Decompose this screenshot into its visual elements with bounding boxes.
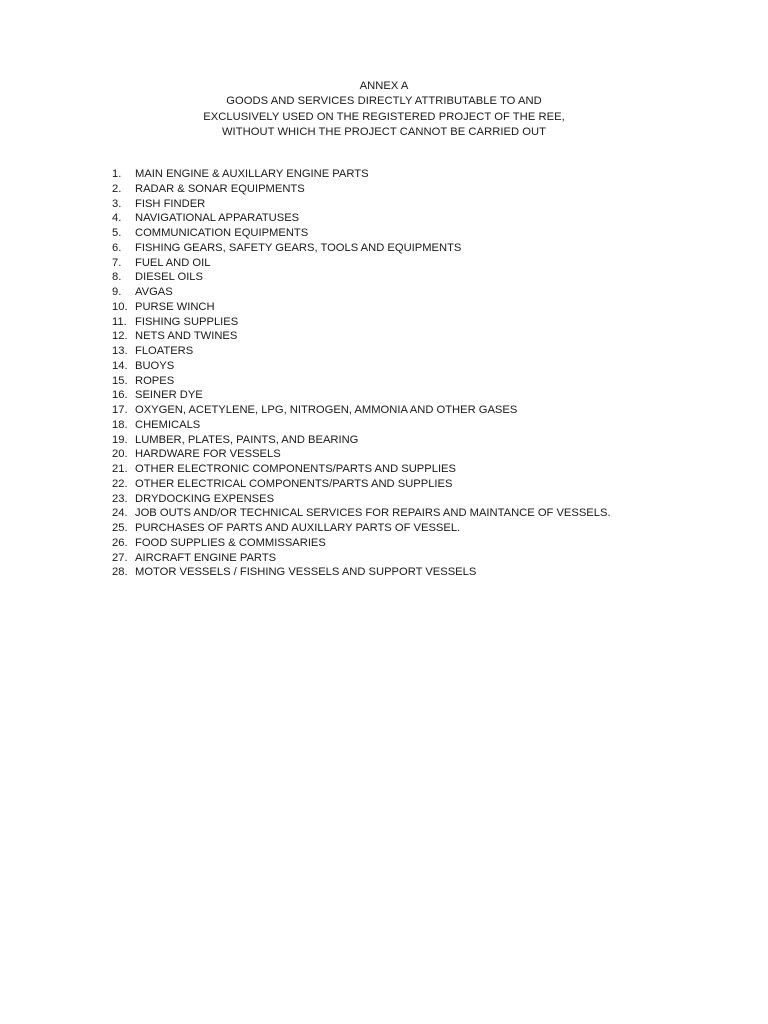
list-item-text: FISH FINDER bbox=[135, 197, 206, 210]
goods-services-list bbox=[112, 167, 611, 580]
list-item-number: 2. bbox=[112, 182, 122, 195]
list-item-text: AIRCRAFT ENGINE PARTS bbox=[135, 551, 277, 564]
list-item bbox=[112, 344, 611, 359]
annex-header bbox=[0, 79, 768, 140]
list-item-number: 14. bbox=[112, 359, 128, 372]
list-item-number: 10. bbox=[112, 300, 128, 313]
list-item-text: OXYGEN, ACETYLENE, LPG, NITROGEN, AMMONIA AND OTHER GASES bbox=[135, 404, 518, 416]
annex-subtitle-line-1: GOODS AND SERVICES DIRECTLY ATTRIBUTABLE TO AND bbox=[226, 95, 542, 108]
list-item-number: 11. bbox=[112, 315, 127, 328]
list-item bbox=[112, 300, 611, 315]
list-item bbox=[112, 315, 611, 330]
annex-subtitle-line-2: EXCLUSIVELY USED ON THE REGISTERED PROJECT OF THE REE, bbox=[203, 110, 565, 123]
list-item-number: 27. bbox=[112, 551, 128, 564]
list-item bbox=[112, 433, 611, 448]
list-item-text: FISHING GEARS, SAFETY GEARS, TOOLS AND EQUIPMENTS bbox=[135, 241, 462, 254]
list-item bbox=[112, 359, 611, 374]
list-item-number: 5. bbox=[112, 227, 122, 239]
list-item-text: COMMUNICATION EQUIPMENTS bbox=[135, 227, 309, 239]
list-item-text: SEINER DYE bbox=[135, 389, 203, 402]
list-item bbox=[112, 241, 611, 256]
list-item-text: OTHER ELECTRONIC COMPONENTS/PARTS AND SUPPLIES bbox=[135, 463, 456, 475]
list-item-number: 3. bbox=[112, 197, 122, 210]
list-item-number: 20. bbox=[112, 448, 128, 461]
list-item bbox=[112, 270, 611, 285]
list-item-number: 16. bbox=[112, 389, 128, 402]
list-item bbox=[112, 197, 611, 212]
list-item-text: FOOD SUPPLIES & COMMISSARIES bbox=[135, 536, 326, 549]
list-item-text: MAIN ENGINE & AUXILLARY ENGINE PARTS bbox=[135, 168, 369, 180]
list-item bbox=[112, 226, 611, 241]
list-item bbox=[112, 418, 611, 433]
list-item bbox=[112, 477, 611, 492]
list-item-number: 8. bbox=[112, 271, 122, 284]
list-item-number: 6. bbox=[112, 241, 122, 254]
list-item bbox=[112, 285, 611, 300]
list-item-text: OTHER ELECTRICAL COMPONENTS/PARTS AND SUPPLIES bbox=[135, 477, 453, 490]
list-item bbox=[112, 565, 611, 580]
list-item-number: 4. bbox=[112, 212, 122, 225]
list-item bbox=[112, 256, 611, 271]
list-item bbox=[112, 462, 611, 477]
list-item-text: FLOATERS bbox=[135, 345, 194, 357]
list-item-text: BUOYS bbox=[135, 359, 175, 372]
list-item-number: 9. bbox=[112, 286, 122, 298]
list-item-number: 13. bbox=[112, 345, 128, 357]
list-item bbox=[112, 182, 611, 197]
list-item-number: 7. bbox=[112, 256, 122, 269]
list-item bbox=[112, 374, 611, 389]
list-item-number: 26. bbox=[112, 536, 128, 549]
list-item-text: LUMBER, PLATES, PAINTS, AND BEARING bbox=[135, 433, 359, 446]
list-item-text: RADAR & SONAR EQUIPMENTS bbox=[135, 182, 305, 195]
list-item-text: DRYDOCKING EXPENSES bbox=[135, 492, 275, 505]
list-item-number: 22. bbox=[112, 477, 128, 490]
list-item bbox=[112, 551, 611, 566]
annex-title: ANNEX A bbox=[359, 80, 409, 92]
list-item bbox=[112, 447, 611, 462]
list-item-number: 18. bbox=[112, 418, 128, 431]
list-item-text: FISHING SUPPLIES bbox=[135, 315, 239, 328]
list-item-number: 24. bbox=[112, 507, 128, 520]
list-item-number: 19. bbox=[112, 433, 128, 446]
list-item-number: 15. bbox=[112, 374, 128, 387]
list-item bbox=[112, 403, 611, 418]
list-item-text: FUEL AND OIL bbox=[135, 256, 211, 269]
list-item-number: 25. bbox=[112, 522, 128, 534]
list-item bbox=[112, 521, 611, 536]
list-item-text: PURSE WINCH bbox=[135, 300, 215, 313]
list-item-text: DIESEL OILS bbox=[135, 271, 203, 284]
list-item-number: 23. bbox=[112, 492, 128, 505]
list-item-number: 12. bbox=[112, 330, 128, 343]
list-item-number: 28. bbox=[112, 566, 128, 579]
list-item-text: MOTOR VESSELS / FISHING VESSELS AND SUPPORT VESSELS bbox=[135, 566, 477, 579]
list-item-text: ROPES bbox=[135, 374, 175, 387]
list-item bbox=[112, 536, 611, 551]
list-item-text: NETS AND TWINES bbox=[135, 330, 238, 343]
list-item-text: PURCHASES OF PARTS AND AUXILLARY PARTS OF VESSEL. bbox=[135, 522, 461, 534]
list-item bbox=[112, 167, 611, 182]
list-item-number: 1. bbox=[112, 168, 122, 180]
list-item bbox=[112, 506, 611, 521]
list-item-text: AVGAS bbox=[135, 286, 173, 298]
list-item-number: 21. bbox=[112, 463, 128, 475]
list-item-text: CHEMICALS bbox=[135, 418, 201, 431]
list-item-number: 17. bbox=[112, 404, 128, 416]
list-item-text: HARDWARE FOR VESSELS bbox=[135, 448, 281, 461]
annex-subtitle-line-3: WITHOUT WHICH THE PROJECT CANNOT BE CARRIED OUT bbox=[221, 125, 547, 138]
list-item bbox=[112, 388, 611, 403]
list-item bbox=[112, 329, 611, 344]
list-item bbox=[112, 211, 611, 226]
list-item bbox=[112, 492, 611, 507]
list-item-text: JOB OUTS AND/OR TECHNICAL SERVICES FOR REPAIRS AND MAINTANCE OF VESSELS. bbox=[135, 507, 611, 520]
list-item-text: NAVIGATIONAL APPARATUSES bbox=[135, 212, 300, 225]
